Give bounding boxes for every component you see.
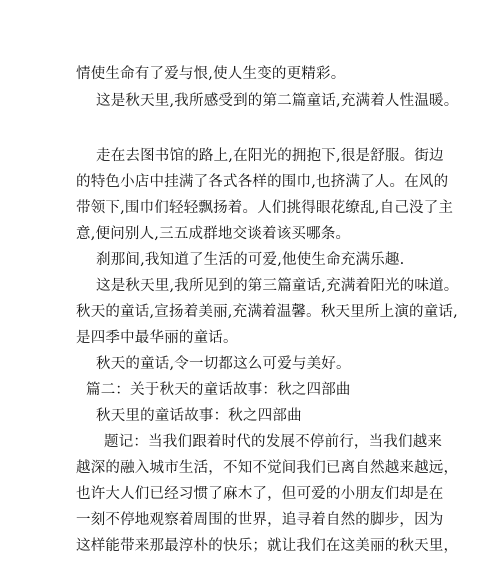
section-subheading: 秋天里的童话故事：秋之四部曲 bbox=[96, 408, 302, 424]
paragraph-line: 一刻不停地观察着周围的世界，追寻着自然的脚步，因为 bbox=[76, 512, 444, 528]
paragraph-line: 秋天的童话,宣扬着美丽,充满着温馨。秋天里所上演的童话, bbox=[76, 304, 458, 320]
paragraph-line: 是四季中最华丽的童话。 bbox=[76, 330, 238, 346]
paragraph-line: 带领下,围巾们轻轻飘扬着。人们挑得眼花缭乱,自己没了主 bbox=[76, 200, 454, 216]
paragraph-line: 秋天的童话,令一切都这么可爱与美好。 bbox=[96, 356, 351, 372]
paragraph-line: 走在去图书馆的路上,在阳光的拥抱下,很是舒服。街边 bbox=[96, 148, 444, 164]
paragraph-line: 这样能带来那最淳朴的快乐；就让我们在这美丽的秋天里， bbox=[76, 538, 459, 554]
paragraph-line: 也许大人们已经习惯了麻木了，但可爱的小朋友们却是在 bbox=[76, 486, 444, 502]
paragraph-line: 情使生命有了爱与恨,使人生变的更精彩。 bbox=[76, 66, 346, 82]
section-heading: 篇二：关于秋天的童话故事：秋之四部曲 bbox=[86, 382, 351, 398]
paragraph-line: 意,便问别人,三五成群地交谈着该买哪条。 bbox=[76, 226, 351, 242]
paragraph-line: 这是秋天里,我所见到的第三篇童话,充满着阳光的味道。 bbox=[96, 278, 459, 294]
paragraph-line: 越深的融入城市生活，不知不觉间我们已离自然越来越远， bbox=[76, 460, 459, 476]
paragraph-line: 题记：当我们跟着时代的发展不停前行，当我们越来 bbox=[104, 434, 443, 450]
paragraph-line: 刹那间,我知道了生活的可爱,他使生命充满乐趣. bbox=[96, 252, 405, 268]
paragraph-line: 的特色小店中挂满了各式各样的围巾,也挤满了人。在风的 bbox=[76, 174, 449, 190]
paragraph-line: 这是秋天里,我所感受到的第二篇童话,充满着人性温暖。 bbox=[96, 93, 459, 109]
